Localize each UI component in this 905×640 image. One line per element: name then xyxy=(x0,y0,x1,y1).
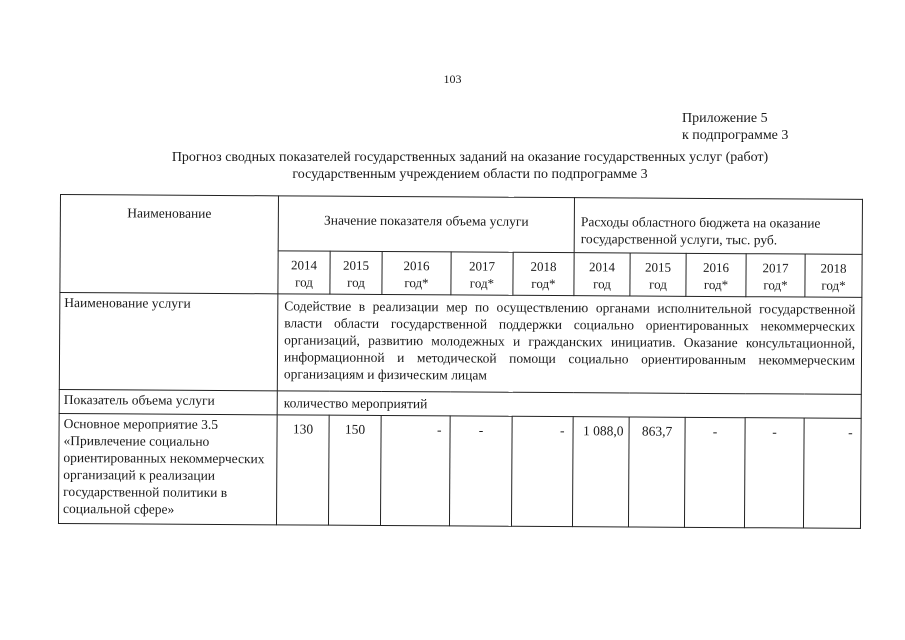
volume-indicator-value: количество мероприятий xyxy=(277,391,861,419)
volume-value-2016: - xyxy=(380,415,450,525)
row-label-main-measure: Основное мероприятие 3.5 «Привлечение социально ориентированных некоммерческих организаций к реализации государственной политики в социальной сфере» xyxy=(58,413,277,524)
year-header-expense-2015: 2015 год xyxy=(630,253,686,296)
expense-value-2017: - xyxy=(744,418,804,528)
expense-value-2015: 863,7 xyxy=(628,417,685,527)
service-description: Содействие в реализации мер по осуществлению органами исполнительной государственной власти области государственной поддержки социально ориентированных некоммерческих организаций, развитию молодежных и гражданских инициатив. Оказание консультационной, информационной и методической помощи социально ориентированным некоммерческим организациям и физическим лицам xyxy=(277,294,862,395)
year-header-volume-2016: 2016 год* xyxy=(382,251,451,294)
year-header-expense-2018: 2018 год* xyxy=(805,254,862,297)
volume-value-2014: 130 xyxy=(276,415,329,525)
appendix-line-1: Приложение 5 xyxy=(682,111,768,126)
table-row-service-name xyxy=(59,293,862,395)
column-header-name: Наименование xyxy=(60,195,279,294)
year-header-volume-2017: 2017 год* xyxy=(451,252,513,295)
page-number: 103 xyxy=(443,72,462,86)
year-header-expense-2017: 2017 год* xyxy=(746,254,805,297)
expense-value-2018: - xyxy=(803,418,861,528)
year-header-volume-2018: 2018 год* xyxy=(513,252,574,295)
volume-value-2018: - xyxy=(511,416,573,526)
forecast-table xyxy=(58,194,863,529)
year-header-expense-2014: 2014 год xyxy=(574,253,630,296)
expense-value-2016: - xyxy=(684,417,745,527)
volume-value-2017: - xyxy=(449,416,512,526)
expense-value-2014: 1 088,0 xyxy=(572,417,629,527)
year-header-expense-2016: 2016 год* xyxy=(686,253,746,296)
year-header-volume-2014: 2014 год xyxy=(278,251,330,294)
table-row-main-measure xyxy=(58,413,861,528)
column-group-volume: Значение показателя объема услуги xyxy=(278,196,574,253)
forecast-table-wrapper xyxy=(58,194,863,529)
year-header-volume-2015: 2015 год xyxy=(330,251,382,294)
row-label-service-name: Наименование услуги xyxy=(59,293,278,391)
title-line-2: государственным учреждением области по подпрограмме 3 xyxy=(292,167,648,182)
row-label-volume-indicator: Показатель объема услуги xyxy=(59,389,277,414)
document-title xyxy=(120,149,820,183)
volume-value-2015: 150 xyxy=(328,415,381,525)
column-group-expenses: Расходы областного бюджета на оказание государственной услуги, тыс. руб. xyxy=(574,198,862,255)
appendix-note xyxy=(682,110,788,144)
appendix-line-2: к подпрограмме 3 xyxy=(682,128,789,143)
header-row-groups xyxy=(60,195,862,255)
title-line-1: Прогноз сводных показателей государственных заданий на оказание государственных услуг (работ) xyxy=(171,150,769,165)
